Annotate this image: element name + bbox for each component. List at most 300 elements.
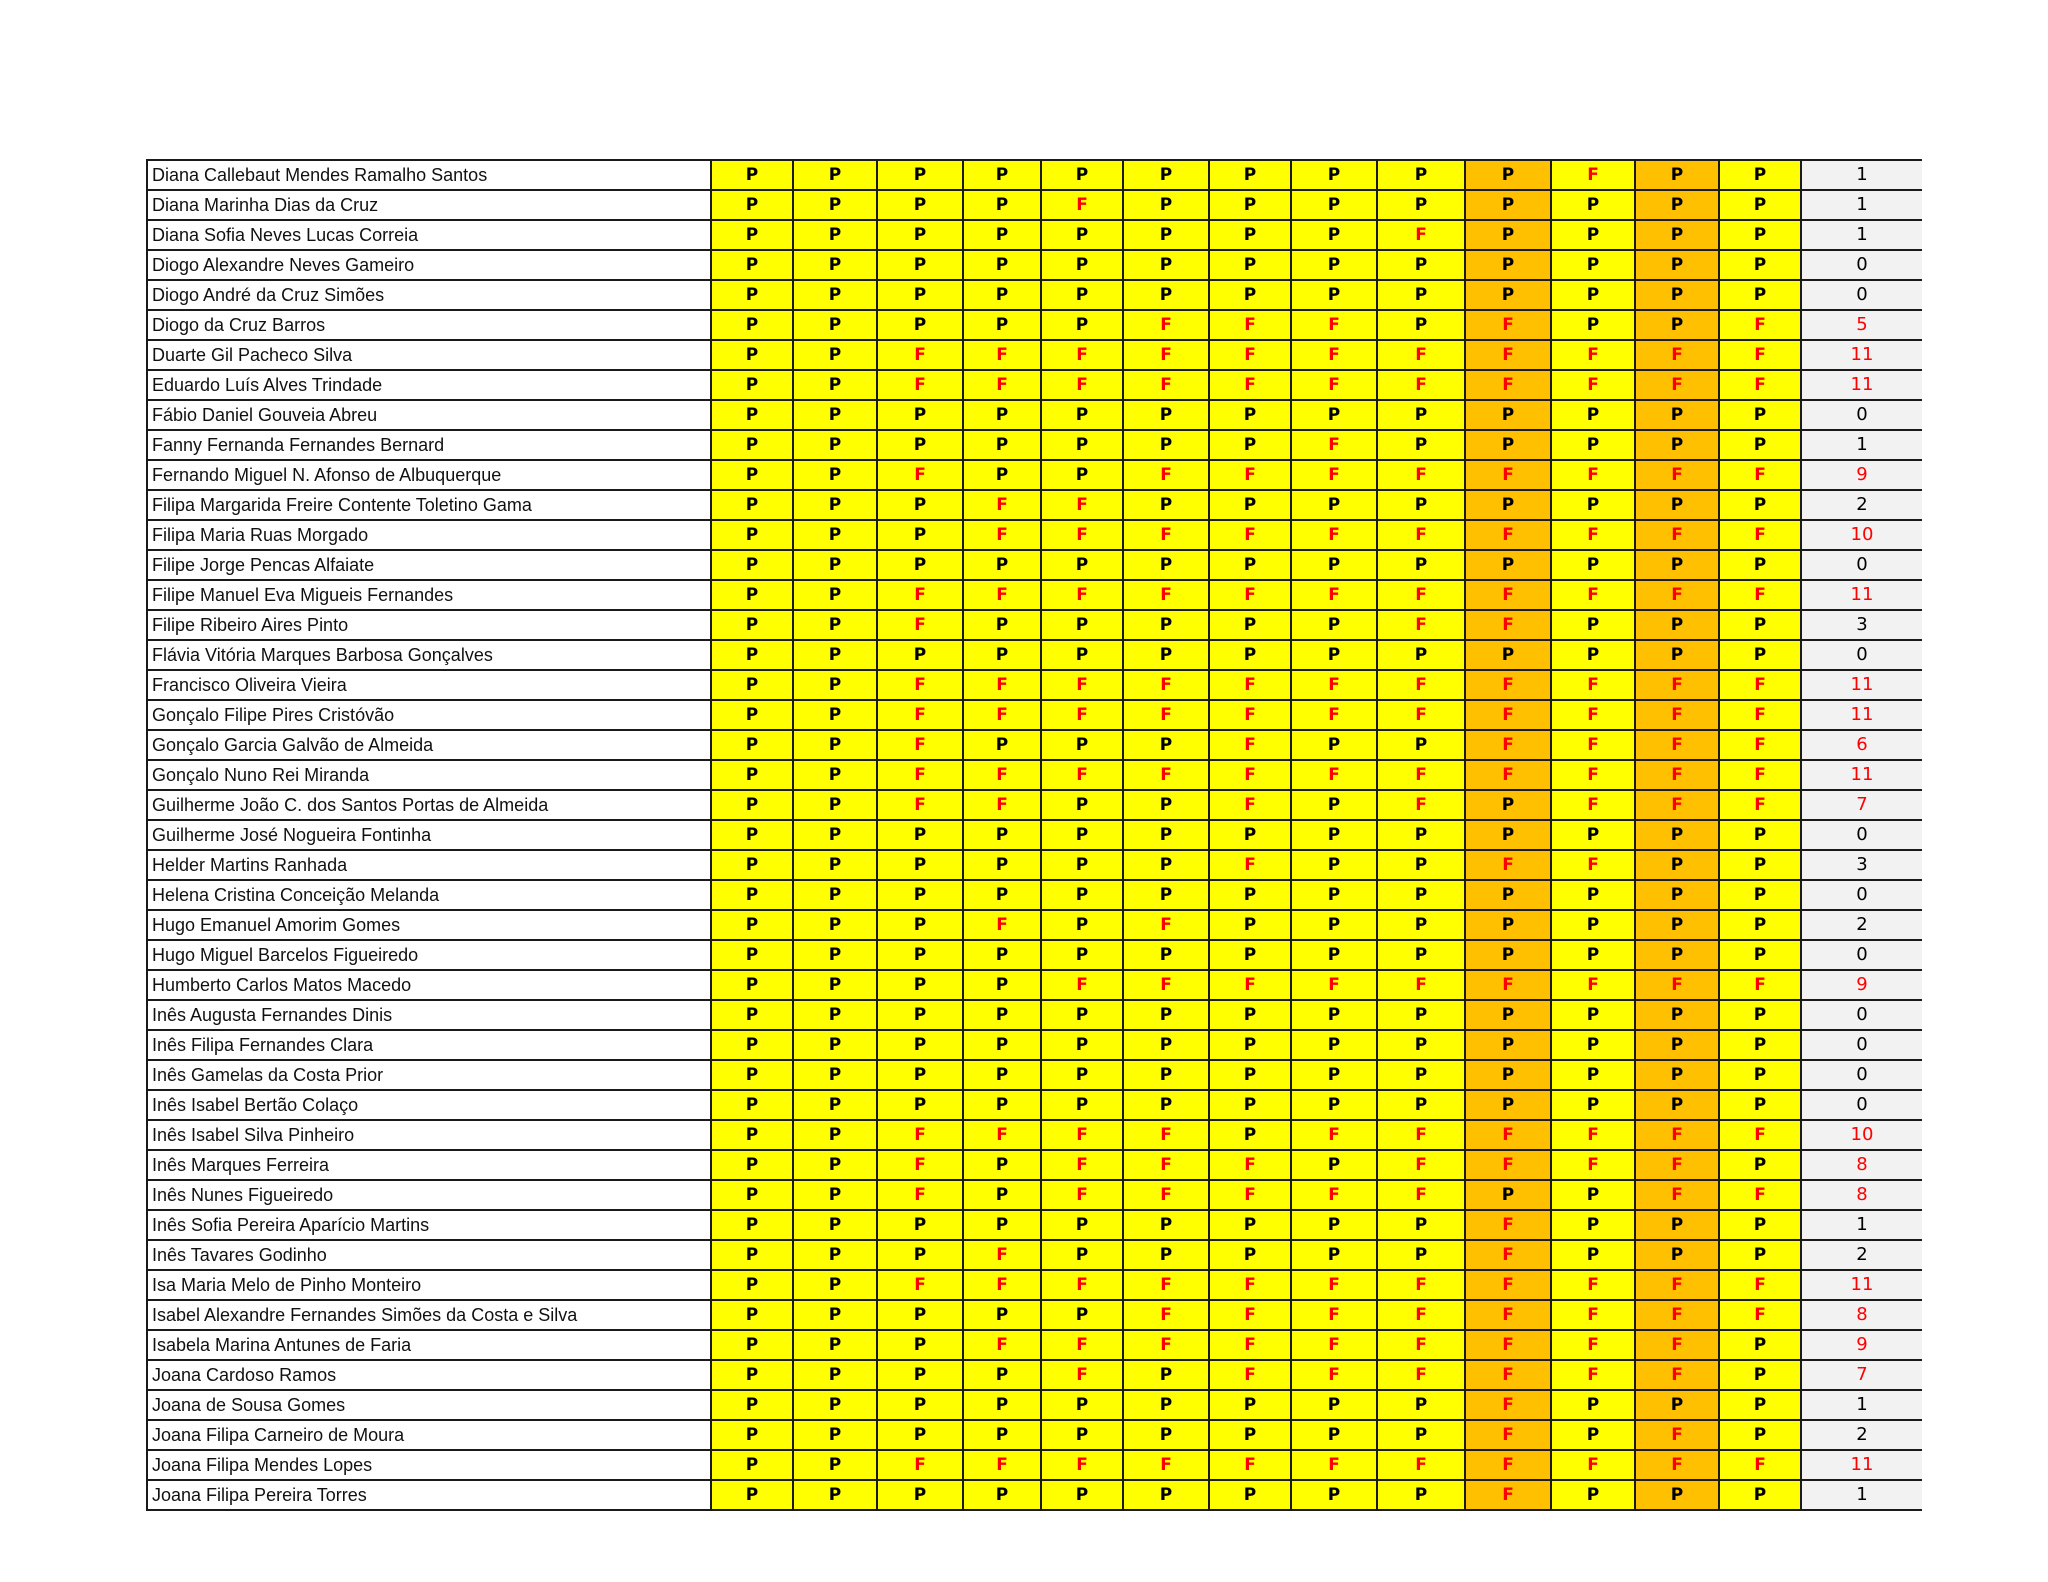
attendance-mark-cell[interactable]: P [1719, 1480, 1801, 1510]
attendance-mark-cell[interactable]: F [1377, 1330, 1465, 1360]
attendance-mark-cell[interactable]: P [877, 850, 963, 880]
attendance-mark-cell[interactable]: F [1719, 730, 1801, 760]
attendance-mark-cell[interactable]: P [1635, 310, 1719, 340]
attendance-mark-cell[interactable]: P [1635, 880, 1719, 910]
attendance-mark-cell[interactable]: P [793, 760, 877, 790]
attendance-mark-cell[interactable]: P [1041, 460, 1123, 490]
attendance-mark-cell[interactable]: F [1465, 340, 1551, 370]
attendance-mark-cell[interactable]: P [1123, 1030, 1209, 1060]
attendance-mark-cell[interactable]: F [1719, 970, 1801, 1000]
student-name-cell[interactable]: Inês Augusta Fernandes Dinis [147, 1000, 711, 1030]
attendance-mark-cell[interactable]: F [1551, 790, 1635, 820]
attendance-mark-cell[interactable]: P [1209, 1030, 1291, 1060]
attendance-mark-cell[interactable]: F [1635, 670, 1719, 700]
attendance-mark-cell[interactable]: P [1377, 400, 1465, 430]
attendance-mark-cell[interactable]: P [1377, 820, 1465, 850]
attendance-mark-cell[interactable]: F [1377, 520, 1465, 550]
attendance-mark-cell[interactable]: P [1209, 640, 1291, 670]
attendance-mark-cell[interactable]: P [1377, 490, 1465, 520]
attendance-mark-cell[interactable]: P [711, 1030, 793, 1060]
attendance-mark-cell[interactable]: P [1465, 1060, 1551, 1090]
attendance-mark-cell[interactable]: P [1551, 1000, 1635, 1030]
attendance-mark-cell[interactable]: P [711, 430, 793, 460]
attendance-mark-cell[interactable]: P [963, 610, 1041, 640]
attendance-mark-cell[interactable]: F [1551, 520, 1635, 550]
attendance-mark-cell[interactable]: P [877, 1000, 963, 1030]
attendance-mark-cell[interactable]: F [1465, 1240, 1551, 1270]
attendance-mark-cell[interactable]: P [1291, 1000, 1377, 1030]
attendance-mark-cell[interactable]: P [877, 640, 963, 670]
attendance-mark-cell[interactable]: P [793, 1150, 877, 1180]
attendance-mark-cell[interactable]: P [963, 460, 1041, 490]
attendance-mark-cell[interactable]: F [1465, 1360, 1551, 1390]
attendance-mark-cell[interactable]: P [963, 1180, 1041, 1210]
absence-total-cell[interactable]: 0 [1801, 250, 1922, 280]
attendance-mark-cell[interactable]: P [1719, 1090, 1801, 1120]
attendance-mark-cell[interactable]: P [793, 550, 877, 580]
attendance-mark-cell[interactable]: P [963, 400, 1041, 430]
absence-total-cell[interactable]: 11 [1801, 370, 1922, 400]
absence-total-cell[interactable]: 0 [1801, 820, 1922, 850]
attendance-mark-cell[interactable]: F [877, 340, 963, 370]
attendance-mark-cell[interactable]: P [1551, 880, 1635, 910]
attendance-mark-cell[interactable]: P [793, 1300, 877, 1330]
attendance-mark-cell[interactable]: F [877, 700, 963, 730]
attendance-mark-cell[interactable]: P [711, 1480, 793, 1510]
attendance-mark-cell[interactable]: P [1551, 1030, 1635, 1060]
attendance-mark-cell[interactable]: P [1635, 1390, 1719, 1420]
attendance-mark-cell[interactable]: P [793, 460, 877, 490]
attendance-mark-cell[interactable]: P [877, 220, 963, 250]
attendance-mark-cell[interactable]: F [1635, 1270, 1719, 1300]
student-name-cell[interactable]: Fábio Daniel Gouveia Abreu [147, 400, 711, 430]
attendance-mark-cell[interactable]: P [963, 250, 1041, 280]
student-name-cell[interactable]: Inês Isabel Silva Pinheiro [147, 1120, 711, 1150]
attendance-mark-cell[interactable]: P [1123, 250, 1209, 280]
attendance-mark-cell[interactable]: F [1123, 910, 1209, 940]
attendance-mark-cell[interactable]: P [963, 640, 1041, 670]
attendance-mark-cell[interactable]: F [1551, 1120, 1635, 1150]
attendance-mark-cell[interactable]: F [1377, 610, 1465, 640]
attendance-mark-cell[interactable]: F [1719, 370, 1801, 400]
attendance-mark-cell[interactable]: P [1123, 190, 1209, 220]
attendance-mark-cell[interactable]: P [1551, 310, 1635, 340]
attendance-mark-cell[interactable]: P [1123, 880, 1209, 910]
attendance-mark-cell[interactable]: P [1041, 910, 1123, 940]
attendance-mark-cell[interactable]: P [1377, 880, 1465, 910]
attendance-mark-cell[interactable]: P [1551, 1210, 1635, 1240]
attendance-mark-cell[interactable]: P [963, 160, 1041, 190]
attendance-mark-cell[interactable]: P [963, 1390, 1041, 1420]
attendance-mark-cell[interactable]: P [1465, 250, 1551, 280]
attendance-mark-cell[interactable]: P [711, 1330, 793, 1360]
attendance-mark-cell[interactable]: P [1377, 1390, 1465, 1420]
attendance-mark-cell[interactable]: F [1635, 1330, 1719, 1360]
attendance-mark-cell[interactable]: P [793, 790, 877, 820]
student-name-cell[interactable]: Fernando Miguel N. Afonso de Albuquerque [147, 460, 711, 490]
attendance-mark-cell[interactable]: F [1041, 700, 1123, 730]
absence-total-cell[interactable]: 0 [1801, 1090, 1922, 1120]
attendance-mark-cell[interactable]: F [1551, 1150, 1635, 1180]
attendance-mark-cell[interactable]: F [1551, 1330, 1635, 1360]
attendance-mark-cell[interactable]: F [1635, 760, 1719, 790]
student-name-cell[interactable]: Isabel Alexandre Fernandes Simões da Costa e Silva [147, 1300, 711, 1330]
student-name-cell[interactable]: Joana Filipa Mendes Lopes [147, 1450, 711, 1480]
attendance-mark-cell[interactable]: P [793, 1060, 877, 1090]
absence-total-cell[interactable]: 0 [1801, 640, 1922, 670]
absence-total-cell[interactable]: 5 [1801, 310, 1922, 340]
attendance-mark-cell[interactable]: P [1719, 1420, 1801, 1450]
attendance-mark-cell[interactable]: P [1041, 1000, 1123, 1030]
attendance-mark-cell[interactable]: P [1123, 400, 1209, 430]
attendance-mark-cell[interactable]: F [1209, 580, 1291, 610]
absence-total-cell[interactable]: 8 [1801, 1180, 1922, 1210]
attendance-mark-cell[interactable]: F [1041, 340, 1123, 370]
attendance-mark-cell[interactable]: F [1123, 460, 1209, 490]
attendance-mark-cell[interactable]: F [1041, 970, 1123, 1000]
attendance-mark-cell[interactable]: P [963, 1420, 1041, 1450]
attendance-mark-cell[interactable]: P [1041, 1390, 1123, 1420]
attendance-mark-cell[interactable]: P [1291, 610, 1377, 640]
attendance-mark-cell[interactable]: P [1209, 1480, 1291, 1510]
attendance-mark-cell[interactable]: P [877, 1240, 963, 1270]
attendance-mark-cell[interactable]: P [793, 220, 877, 250]
absence-total-cell[interactable]: 2 [1801, 1420, 1922, 1450]
attendance-mark-cell[interactable]: P [1041, 400, 1123, 430]
attendance-mark-cell[interactable]: F [1465, 1420, 1551, 1450]
attendance-mark-cell[interactable]: P [793, 400, 877, 430]
attendance-mark-cell[interactable]: P [1465, 820, 1551, 850]
attendance-mark-cell[interactable]: F [963, 490, 1041, 520]
attendance-mark-cell[interactable]: P [1377, 310, 1465, 340]
attendance-mark-cell[interactable]: F [1551, 160, 1635, 190]
student-name-cell[interactable]: Inês Isabel Bertão Colaço [147, 1090, 711, 1120]
attendance-mark-cell[interactable]: P [1465, 490, 1551, 520]
attendance-mark-cell[interactable]: P [711, 340, 793, 370]
absence-total-cell[interactable]: 8 [1801, 1150, 1922, 1180]
attendance-mark-cell[interactable]: P [877, 400, 963, 430]
absence-total-cell[interactable]: 10 [1801, 1120, 1922, 1150]
absence-total-cell[interactable]: 7 [1801, 790, 1922, 820]
attendance-mark-cell[interactable]: P [711, 850, 793, 880]
attendance-mark-cell[interactable]: P [1041, 820, 1123, 850]
attendance-mark-cell[interactable]: F [1635, 1420, 1719, 1450]
attendance-mark-cell[interactable]: P [793, 370, 877, 400]
attendance-mark-cell[interactable]: P [1209, 820, 1291, 850]
attendance-mark-cell[interactable]: F [1123, 760, 1209, 790]
attendance-mark-cell[interactable]: P [793, 1360, 877, 1390]
attendance-mark-cell[interactable]: F [963, 1270, 1041, 1300]
absence-total-cell[interactable]: 6 [1801, 730, 1922, 760]
attendance-mark-cell[interactable]: F [1377, 1150, 1465, 1180]
attendance-mark-cell[interactable]: F [1719, 790, 1801, 820]
attendance-mark-cell[interactable]: P [1123, 640, 1209, 670]
attendance-mark-cell[interactable]: P [1209, 1420, 1291, 1450]
attendance-mark-cell[interactable]: P [711, 1420, 793, 1450]
attendance-mark-cell[interactable]: F [1209, 790, 1291, 820]
attendance-mark-cell[interactable]: P [963, 550, 1041, 580]
attendance-mark-cell[interactable]: P [877, 280, 963, 310]
attendance-mark-cell[interactable]: F [1041, 1120, 1123, 1150]
attendance-mark-cell[interactable]: P [1635, 910, 1719, 940]
attendance-mark-cell[interactable]: F [1209, 310, 1291, 340]
attendance-mark-cell[interactable]: F [1209, 1270, 1291, 1300]
absence-total-cell[interactable]: 0 [1801, 1030, 1922, 1060]
attendance-mark-cell[interactable]: P [1465, 550, 1551, 580]
student-name-cell[interactable]: Diogo da Cruz Barros [147, 310, 711, 340]
attendance-mark-cell[interactable]: F [1465, 1120, 1551, 1150]
attendance-mark-cell[interactable]: F [1041, 670, 1123, 700]
attendance-mark-cell[interactable]: P [1041, 1060, 1123, 1090]
attendance-mark-cell[interactable]: P [793, 1090, 877, 1120]
student-name-cell[interactable]: Flávia Vitória Marques Barbosa Gonçalves [147, 640, 711, 670]
attendance-mark-cell[interactable]: P [1377, 280, 1465, 310]
attendance-mark-cell[interactable]: P [963, 190, 1041, 220]
attendance-mark-cell[interactable]: P [1123, 790, 1209, 820]
attendance-mark-cell[interactable]: P [793, 430, 877, 460]
attendance-mark-cell[interactable]: F [1209, 1330, 1291, 1360]
attendance-mark-cell[interactable]: F [877, 580, 963, 610]
attendance-mark-cell[interactable]: P [793, 910, 877, 940]
attendance-mark-cell[interactable]: P [711, 1060, 793, 1090]
attendance-mark-cell[interactable]: P [1123, 1090, 1209, 1120]
attendance-mark-cell[interactable]: P [1465, 190, 1551, 220]
attendance-mark-cell[interactable]: P [1041, 1420, 1123, 1450]
attendance-mark-cell[interactable]: P [1123, 820, 1209, 850]
student-name-cell[interactable]: Joana Filipa Carneiro de Moura [147, 1420, 711, 1450]
attendance-mark-cell[interactable]: P [793, 1240, 877, 1270]
attendance-mark-cell[interactable]: P [1719, 880, 1801, 910]
student-name-cell[interactable]: Filipe Jorge Pencas Alfaiate [147, 550, 711, 580]
attendance-mark-cell[interactable]: F [1465, 310, 1551, 340]
student-name-cell[interactable]: Filipe Ribeiro Aires Pinto [147, 610, 711, 640]
attendance-mark-cell[interactable]: P [1719, 1030, 1801, 1060]
attendance-mark-cell[interactable]: P [1719, 490, 1801, 520]
attendance-mark-cell[interactable]: F [1551, 580, 1635, 610]
attendance-mark-cell[interactable]: F [1635, 370, 1719, 400]
attendance-mark-cell[interactable]: P [963, 1030, 1041, 1060]
attendance-mark-cell[interactable]: F [1291, 310, 1377, 340]
attendance-mark-cell[interactable]: P [1123, 160, 1209, 190]
attendance-mark-cell[interactable]: P [1041, 1300, 1123, 1330]
attendance-mark-cell[interactable]: P [1123, 1360, 1209, 1390]
attendance-mark-cell[interactable]: P [711, 910, 793, 940]
attendance-mark-cell[interactable]: F [1123, 310, 1209, 340]
attendance-mark-cell[interactable]: P [963, 280, 1041, 310]
attendance-mark-cell[interactable]: P [1041, 850, 1123, 880]
absence-total-cell[interactable]: 11 [1801, 1450, 1922, 1480]
attendance-mark-cell[interactable]: P [1719, 850, 1801, 880]
attendance-mark-cell[interactable]: P [1291, 400, 1377, 430]
attendance-mark-cell[interactable]: P [1551, 940, 1635, 970]
attendance-mark-cell[interactable]: P [1041, 1030, 1123, 1060]
student-name-cell[interactable]: Filipe Manuel Eva Migueis Fernandes [147, 580, 711, 610]
attendance-mark-cell[interactable]: P [1291, 730, 1377, 760]
attendance-mark-cell[interactable]: F [1465, 850, 1551, 880]
attendance-mark-cell[interactable]: F [1719, 580, 1801, 610]
attendance-mark-cell[interactable]: P [793, 700, 877, 730]
attendance-mark-cell[interactable]: P [877, 550, 963, 580]
attendance-mark-cell[interactable]: F [1377, 1270, 1465, 1300]
absence-total-cell[interactable]: 1 [1801, 1390, 1922, 1420]
attendance-mark-cell[interactable]: P [1123, 1210, 1209, 1240]
attendance-mark-cell[interactable]: F [1635, 1150, 1719, 1180]
attendance-mark-cell[interactable]: P [1291, 1060, 1377, 1090]
attendance-mark-cell[interactable]: P [877, 1480, 963, 1510]
attendance-mark-cell[interactable]: F [1551, 1300, 1635, 1330]
attendance-mark-cell[interactable]: F [1377, 1180, 1465, 1210]
attendance-mark-cell[interactable]: P [793, 1000, 877, 1030]
attendance-mark-cell[interactable]: F [1291, 580, 1377, 610]
attendance-mark-cell[interactable]: P [1719, 1360, 1801, 1390]
attendance-mark-cell[interactable]: P [1551, 400, 1635, 430]
attendance-mark-cell[interactable]: P [1465, 1180, 1551, 1210]
student-name-cell[interactable]: Guilherme José Nogueira Fontinha [147, 820, 711, 850]
attendance-mark-cell[interactable]: P [1635, 1240, 1719, 1270]
attendance-mark-cell[interactable]: P [877, 1210, 963, 1240]
attendance-mark-cell[interactable]: P [1635, 160, 1719, 190]
absence-total-cell[interactable]: 7 [1801, 1360, 1922, 1390]
attendance-mark-cell[interactable]: P [1551, 910, 1635, 940]
attendance-mark-cell[interactable]: F [1209, 460, 1291, 490]
attendance-mark-cell[interactable]: P [1719, 400, 1801, 430]
attendance-mark-cell[interactable]: F [1719, 760, 1801, 790]
absence-total-cell[interactable]: 3 [1801, 850, 1922, 880]
attendance-mark-cell[interactable]: P [1377, 730, 1465, 760]
attendance-mark-cell[interactable]: P [1719, 820, 1801, 850]
attendance-mark-cell[interactable]: P [1377, 1030, 1465, 1060]
attendance-mark-cell[interactable]: F [1377, 1360, 1465, 1390]
attendance-mark-cell[interactable]: P [1209, 1060, 1291, 1090]
attendance-mark-cell[interactable]: F [1291, 1120, 1377, 1150]
attendance-mark-cell[interactable]: F [1041, 370, 1123, 400]
attendance-mark-cell[interactable]: F [1209, 760, 1291, 790]
attendance-mark-cell[interactable]: P [1465, 910, 1551, 940]
attendance-mark-cell[interactable]: P [963, 1060, 1041, 1090]
attendance-mark-cell[interactable]: P [1041, 790, 1123, 820]
attendance-mark-cell[interactable]: F [1123, 700, 1209, 730]
attendance-mark-cell[interactable]: F [1465, 670, 1551, 700]
attendance-mark-cell[interactable]: P [1551, 430, 1635, 460]
attendance-mark-cell[interactable]: P [1209, 1210, 1291, 1240]
attendance-mark-cell[interactable]: P [877, 1060, 963, 1090]
attendance-mark-cell[interactable]: F [877, 790, 963, 820]
attendance-mark-cell[interactable]: F [1291, 700, 1377, 730]
student-name-cell[interactable]: Filipa Maria Ruas Morgado [147, 520, 711, 550]
attendance-mark-cell[interactable]: P [793, 1030, 877, 1060]
attendance-mark-cell[interactable]: P [1209, 490, 1291, 520]
attendance-mark-cell[interactable]: P [877, 160, 963, 190]
attendance-mark-cell[interactable]: P [711, 250, 793, 280]
attendance-mark-cell[interactable]: P [1551, 1480, 1635, 1510]
attendance-mark-cell[interactable]: F [1377, 220, 1465, 250]
attendance-mark-cell[interactable]: F [877, 670, 963, 700]
attendance-mark-cell[interactable]: P [1123, 1480, 1209, 1510]
attendance-mark-cell[interactable]: P [711, 490, 793, 520]
attendance-mark-cell[interactable]: P [711, 220, 793, 250]
absence-total-cell[interactable]: 0 [1801, 280, 1922, 310]
attendance-mark-cell[interactable]: F [1377, 580, 1465, 610]
absence-total-cell[interactable]: 0 [1801, 940, 1922, 970]
attendance-mark-cell[interactable]: F [1719, 1180, 1801, 1210]
attendance-mark-cell[interactable]: P [1465, 280, 1551, 310]
attendance-mark-cell[interactable]: P [1465, 790, 1551, 820]
student-name-cell[interactable]: Hugo Miguel Barcelos Figueiredo [147, 940, 711, 970]
attendance-mark-cell[interactable]: P [711, 370, 793, 400]
attendance-mark-cell[interactable]: P [963, 310, 1041, 340]
student-name-cell[interactable]: Joana Filipa Pereira Torres [147, 1480, 711, 1510]
absence-total-cell[interactable]: 10 [1801, 520, 1922, 550]
attendance-mark-cell[interactable]: F [1209, 1150, 1291, 1180]
attendance-mark-cell[interactable]: P [1123, 730, 1209, 760]
attendance-mark-cell[interactable]: P [1123, 610, 1209, 640]
attendance-mark-cell[interactable]: F [1123, 520, 1209, 550]
attendance-mark-cell[interactable]: P [711, 1360, 793, 1390]
attendance-mark-cell[interactable]: P [793, 940, 877, 970]
attendance-mark-cell[interactable]: P [1719, 190, 1801, 220]
attendance-mark-cell[interactable]: F [1291, 1360, 1377, 1390]
attendance-mark-cell[interactable]: F [1551, 1270, 1635, 1300]
attendance-mark-cell[interactable]: P [711, 880, 793, 910]
attendance-mark-cell[interactable]: P [963, 970, 1041, 1000]
attendance-mark-cell[interactable]: P [1377, 1420, 1465, 1450]
attendance-mark-cell[interactable]: P [1635, 190, 1719, 220]
attendance-mark-cell[interactable]: P [711, 1150, 793, 1180]
absence-total-cell[interactable]: 2 [1801, 490, 1922, 520]
student-name-cell[interactable]: Fanny Fernanda Fernandes Bernard [147, 430, 711, 460]
attendance-mark-cell[interactable]: F [963, 1330, 1041, 1360]
attendance-mark-cell[interactable]: P [1377, 1000, 1465, 1030]
attendance-mark-cell[interactable]: F [1209, 1300, 1291, 1330]
absence-total-cell[interactable]: 9 [1801, 970, 1922, 1000]
attendance-mark-cell[interactable]: P [1551, 490, 1635, 520]
attendance-mark-cell[interactable]: P [1123, 430, 1209, 460]
attendance-mark-cell[interactable]: P [1551, 820, 1635, 850]
attendance-mark-cell[interactable]: F [1041, 490, 1123, 520]
attendance-mark-cell[interactable]: P [711, 1090, 793, 1120]
attendance-mark-cell[interactable]: F [963, 910, 1041, 940]
attendance-mark-cell[interactable]: P [793, 1180, 877, 1210]
attendance-mark-cell[interactable]: P [877, 1030, 963, 1060]
attendance-mark-cell[interactable]: P [1041, 220, 1123, 250]
student-name-cell[interactable]: Joana de Sousa Gomes [147, 1390, 711, 1420]
attendance-mark-cell[interactable]: P [963, 1150, 1041, 1180]
attendance-mark-cell[interactable]: F [1291, 760, 1377, 790]
attendance-mark-cell[interactable]: P [711, 1180, 793, 1210]
absence-total-cell[interactable]: 2 [1801, 1240, 1922, 1270]
attendance-mark-cell[interactable]: F [877, 1270, 963, 1300]
attendance-mark-cell[interactable]: F [1465, 1300, 1551, 1330]
attendance-mark-cell[interactable]: P [1291, 1090, 1377, 1120]
attendance-mark-cell[interactable]: P [1291, 1210, 1377, 1240]
attendance-mark-cell[interactable]: P [1209, 250, 1291, 280]
attendance-mark-cell[interactable]: P [1551, 1090, 1635, 1120]
attendance-mark-cell[interactable]: F [963, 760, 1041, 790]
attendance-mark-cell[interactable]: P [1719, 1240, 1801, 1270]
attendance-mark-cell[interactable]: P [1209, 160, 1291, 190]
attendance-mark-cell[interactable]: P [1209, 940, 1291, 970]
attendance-mark-cell[interactable]: F [963, 520, 1041, 550]
attendance-mark-cell[interactable]: P [1551, 550, 1635, 580]
absence-total-cell[interactable]: 11 [1801, 700, 1922, 730]
student-name-cell[interactable]: Gonçalo Filipe Pires Cristóvão [147, 700, 711, 730]
attendance-mark-cell[interactable]: F [1465, 1150, 1551, 1180]
attendance-mark-cell[interactable]: F [1635, 580, 1719, 610]
attendance-mark-cell[interactable]: P [1291, 940, 1377, 970]
attendance-mark-cell[interactable]: P [1719, 1330, 1801, 1360]
attendance-mark-cell[interactable]: P [711, 280, 793, 310]
attendance-mark-cell[interactable]: P [711, 460, 793, 490]
